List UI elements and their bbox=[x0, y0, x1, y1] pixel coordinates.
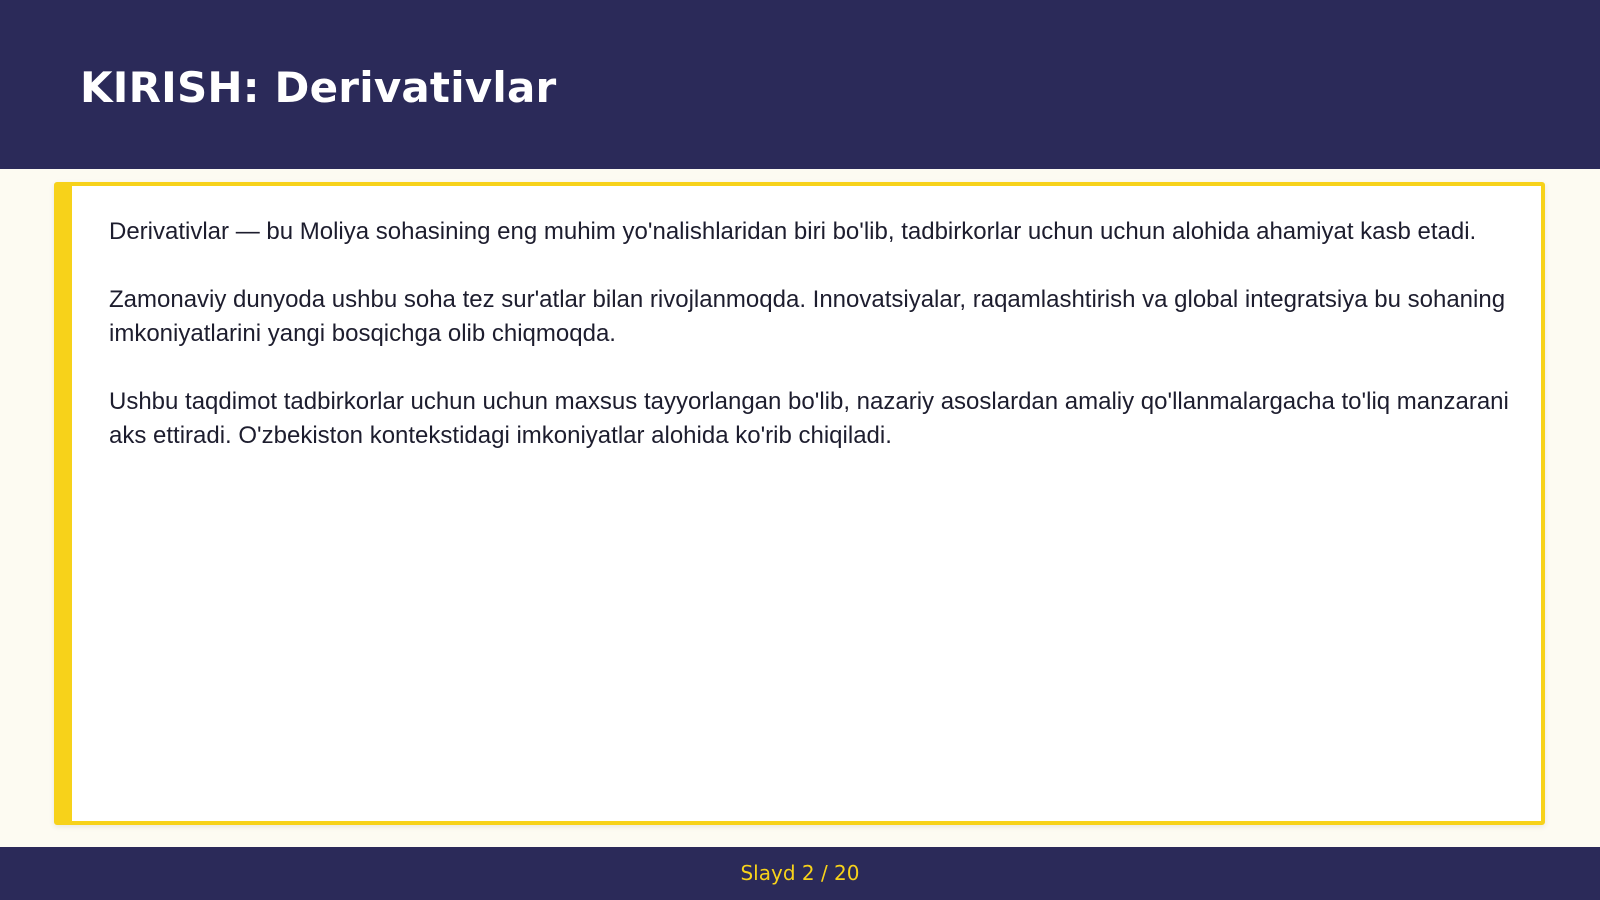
paragraph-intro: Derivativlar — bu Moliya sohasining eng muhim yo'nalishlaridan biri bo'lib, tadbirkorlar uchun uchun alohida ahamiyat kasb etadi. bbox=[109, 218, 1477, 245]
content-body bbox=[109, 215, 1509, 487]
paragraph-presentation-scope: Ushbu taqdimot tadbirkorlar uchun uchun maxsus tayyorlangan bo'lib, nazariy asoslardan amaliy qo'llanmalargacha to'liq manzarani aks ettiradi. O'zbekiston kontekstidagi imkoniyatlar alohida ko'rib chiqiladi. bbox=[109, 388, 1509, 449]
slide-header bbox=[0, 0, 1600, 169]
paragraph-modern-world: Zamonaviy dunyoda ushbu soha tez sur'atlar bilan rivojlanmoqda. Innovatsiyalar, raqamlashtirish va global integratsiya bu sohaning imkoniyatlarini yangi bosqichga olib chiqmoqda. bbox=[109, 286, 1506, 347]
slide-title: KIRISH: Derivativlar bbox=[80, 63, 557, 112]
content-card bbox=[54, 182, 1545, 825]
slide-footer bbox=[0, 847, 1600, 900]
slide-counter: Slayd 2 / 20 bbox=[740, 861, 860, 885]
